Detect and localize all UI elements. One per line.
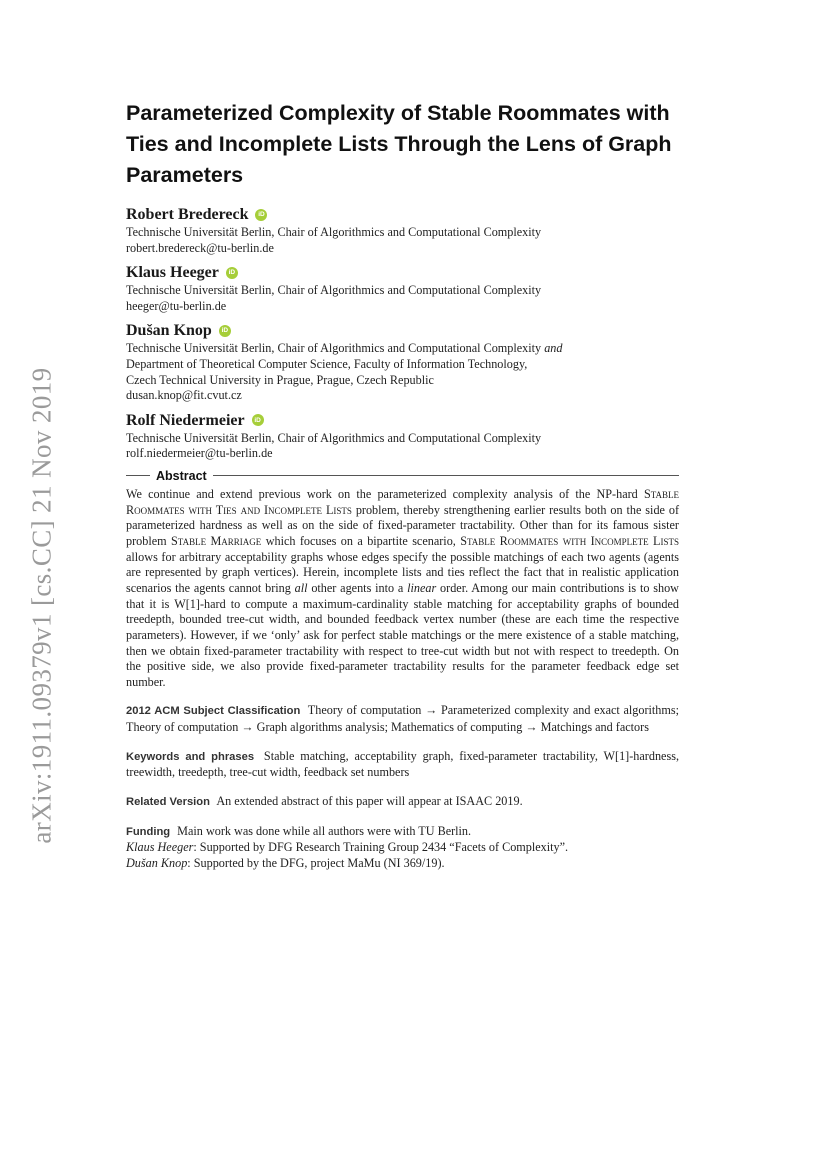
keywords-label: Keywords and phrases xyxy=(126,750,255,763)
abstract-title: Abstract xyxy=(156,468,207,483)
author-block xyxy=(126,320,679,403)
related-label: Related Version xyxy=(126,796,210,809)
orcid-icon[interactable]: iD xyxy=(226,267,238,279)
abstract-rule-left xyxy=(126,475,150,476)
author-block xyxy=(126,262,679,314)
problem-name: Stable Marriage xyxy=(171,533,262,548)
author-block xyxy=(126,204,679,256)
author-affiliation: Technische Universität Berlin, Chair of Algorithmics and Computational Complexity and xyxy=(126,341,563,356)
abstract-rule-right xyxy=(213,475,679,476)
abstract-heading xyxy=(126,469,679,483)
funding-person: Klaus Heeger xyxy=(126,840,194,855)
author-name: Robert Bredereck xyxy=(126,206,249,223)
keywords xyxy=(126,749,679,781)
author-name: Dušan Knop xyxy=(126,322,212,340)
author-block xyxy=(126,410,679,462)
funding-label: Funding xyxy=(126,825,171,838)
related-version xyxy=(126,794,679,811)
acm-label: 2012 ACM Subject Classification xyxy=(126,705,301,718)
keywords-text: Stable matching, acceptability graph, fixed-parameter tractability, W[1]-hardness, treewidth, treedepth, tree-cut width, feedback set numbers xyxy=(126,748,679,780)
abstract-text: We continue and extend previous work on the parameterized complexity analysis of the NP-hard Stable Roommates with Ties and Incomplete Lists problem, thereby strengthening earlier results both on the side of parameterized hardness as well as on the side of fixed-parameter tractability. Other than for its famous sister problem Stable Marriage which focuses on a bipartite scenario, Stable Roommates with Incomplete Lists allows for arbitrary acceptability graphs whose edges specify the possible matchings of each two agents (agents are represented by graph vertices). Herein, incomplete lists and ties reflect the fact that in realistic application scenarios the agents cannot bring all other agents into a linear order. Among our main contributions is to show that it is W[1]-hard to compute a maximum-cardinality stable matching for acceptability graphs of bounded treedepth, bounded tree-cut width, and bounded feedback vertex number (these are each time the respective parameters). However, if we ‘only’ ask for perfect stable matchings or the mere existence of a stable matching, then we obtain fixed-parameter tractability with respect to tree-cut width but not with respect to treedepth. On the positive side, we also provide fixed-parameter tractability results for the parameter feedback edge set number. xyxy=(126,486,680,689)
funding-detail: : Supported by the DFG, project MaMu (NI 369/19). xyxy=(187,856,445,871)
author-email[interactable]: dusan.knop@fit.cvut.cz xyxy=(126,388,242,403)
funding-text: Main work was done while all authors were with TU Berlin. xyxy=(177,823,472,838)
author-name: Rolf Niedermeier xyxy=(126,411,245,429)
paper-first-page xyxy=(126,98,679,872)
author-affiliation: Technische Universität Berlin, Chair of Algorithmics and Computational Complexity xyxy=(126,430,542,445)
orcid-icon[interactable]: iD xyxy=(252,414,264,426)
author-list xyxy=(126,204,679,462)
orcid-icon[interactable]: iD xyxy=(219,325,231,337)
acm-classification xyxy=(126,703,679,735)
acm-text: Theory of computation → Parameterized complexity and exact algorithms; Theory of computation → Graph algorithms analysis; Mathematics of computing → Matchings and factors xyxy=(126,703,679,735)
author-affiliation-secondary: Department of Theoretical Computer Science, Faculty of Information Technology, xyxy=(126,356,528,371)
problem-name: Stable Roommates with Incomplete Lists xyxy=(460,533,679,548)
author-email[interactable]: heeger@tu-berlin.de xyxy=(126,298,227,313)
related-text: An extended abstract of this paper will appear at ISAAC 2019. xyxy=(216,794,523,809)
author-affiliation: Technische Universität Berlin, Chair of Algorithmics and Computational Complexity xyxy=(126,283,542,298)
funding-detail: : Supported by DFG Research Training Group 2434 “Facets of Complexity”. xyxy=(193,840,569,855)
author-name: Klaus Heeger xyxy=(126,264,219,282)
author-email[interactable]: rolf.niedermeier@tu-berlin.de xyxy=(126,446,273,461)
problem-name: Stable Roommates with Ties and Incomplete Lists xyxy=(126,486,679,517)
orcid-icon[interactable]: iD xyxy=(255,209,267,221)
funding xyxy=(126,824,679,872)
arxiv-sidebar xyxy=(22,360,62,850)
author-email[interactable]: robert.bredereck@tu-berlin.de xyxy=(126,240,274,255)
author-affiliation-secondary: Czech Technical University in Prague, Prague, Czech Republic xyxy=(126,372,434,387)
arxiv-identifier: arXiv:1911.09379v1 [cs.CC] 21 Nov 2019 xyxy=(26,366,57,844)
author-affiliation: Technische Universität Berlin, Chair of Algorithmics and Computational Complexity xyxy=(126,225,542,239)
paper-title: Parameterized Complexity of Stable Roommates with Ties and Incomplete Lists Through the Lens of Graph Parameters xyxy=(126,101,672,187)
funding-person: Dušan Knop xyxy=(126,856,188,871)
